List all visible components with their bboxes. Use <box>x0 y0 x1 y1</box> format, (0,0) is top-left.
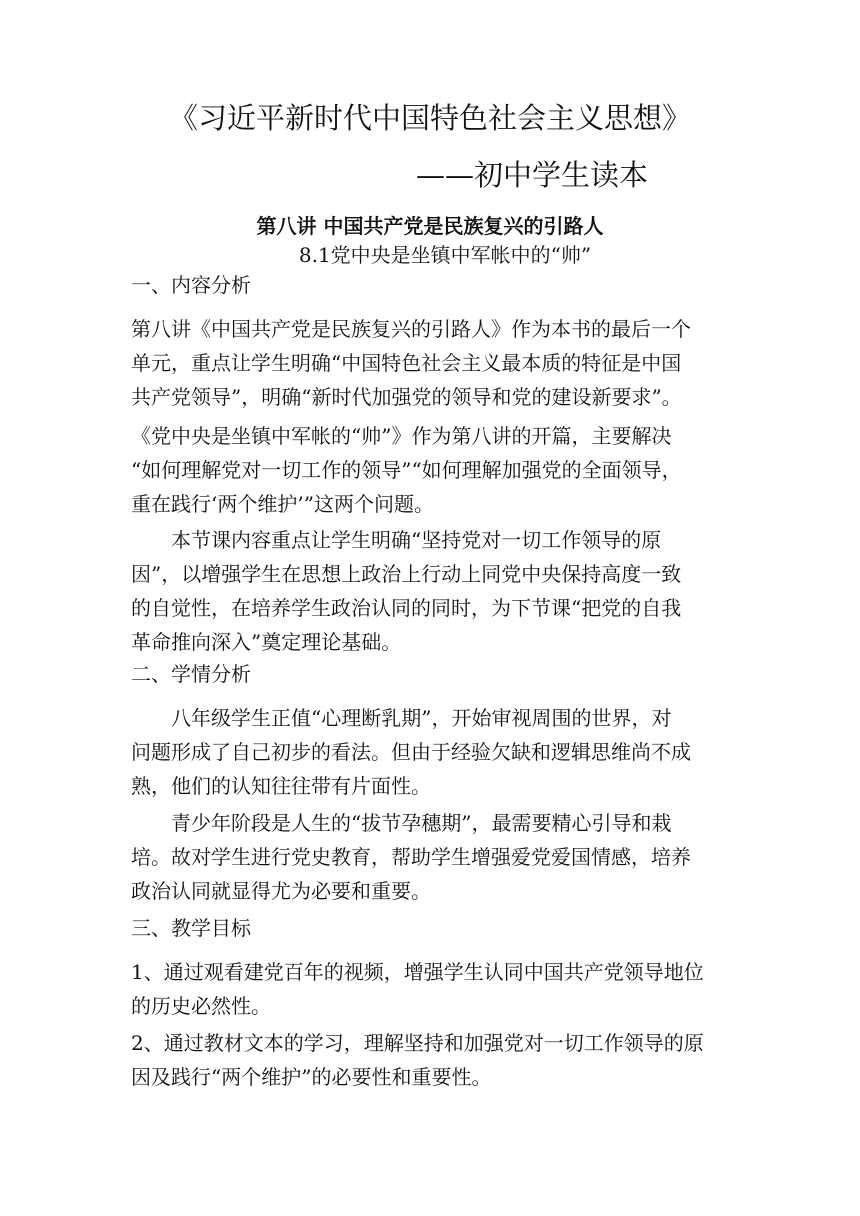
paragraph-line: 问题形成了自己初步的看法。但由于经验欠缺和逻辑思维尚不成 <box>131 740 691 764</box>
section-heading-content-analysis: 一、内容分析 <box>131 273 251 297</box>
paragraph-line: 1、通过观看建党百年的视频，增强学生认同中国共产党领导地位 <box>131 960 704 984</box>
paragraph-line: 培。故对学生进行党史教育，帮助学生增强爱党爱国情感，培养 <box>131 845 691 869</box>
paragraph-line: 共产党领导”，明确“新时代加强党的领导和党的建设新要求”。 <box>131 385 682 409</box>
paragraph-line: 的历史必然性。 <box>131 994 271 1018</box>
paragraph <box>131 955 729 1023</box>
section-title: 8.1党中央是坐镇中军帐中的“帅” <box>298 243 592 267</box>
paragraph-line: 的自觉性，在培养学生政治认同的同时，为下节课“把党的自我 <box>131 596 682 620</box>
section-heading-teaching-goals: 三、教学目标 <box>131 916 251 940</box>
paragraph-line: 政治认同就显得尤为必要和重要。 <box>131 879 431 903</box>
paragraph-line: 熟，他们的认知往往带有片面性。 <box>131 774 431 798</box>
paragraph-line: 因”，以增强学生在思想上政治上行动上同党中央保持高度一致 <box>131 562 682 586</box>
lecture-title: 第八讲 中国共产党是民族复兴的引路人 <box>256 214 604 238</box>
paragraph <box>131 1026 729 1094</box>
paragraph <box>131 419 729 521</box>
paragraph-line: 八年级学生正值“心理断乳期”，开始审视周围的世界，对 <box>171 706 672 730</box>
section-heading-student-analysis: 二、学情分析 <box>131 662 251 686</box>
paragraph-line: 因及践行“两个维护”的必要性和重要性。 <box>131 1065 492 1089</box>
paragraph-line: 单元，重点让学生明确“中国特色社会主义最本质的特征是中国 <box>131 351 682 375</box>
paragraph-line: 革命推向深入”奠定理论基础。 <box>131 630 402 654</box>
paragraph-line: 重在践行‘两个维护’”这两个问题。 <box>131 492 434 516</box>
paragraph <box>131 312 729 414</box>
document-title: 《习近平新时代中国特色社会主义思想》 <box>168 101 691 135</box>
paragraph-line: 《党中央是坐镇中军帐的“帅”》作为第八讲的开篇，主要解决 <box>131 424 672 448</box>
paragraph <box>131 701 729 803</box>
paragraph <box>131 806 729 908</box>
paragraph-line: 本节课内容重点让学生明确“坚持党对一切工作领导的原 <box>171 528 662 552</box>
paragraph-line: “如何理解党对一切工作的领导”“如何理解加强党的全面领导， <box>131 458 682 482</box>
paragraph <box>131 523 729 659</box>
document-subtitle: ——初中学生读本 <box>416 158 649 192</box>
paragraph-line: 第八讲《中国共产党是民族复兴的引路人》作为本书的最后一个 <box>131 317 691 341</box>
paragraph-line: 2、通过教材文本的学习，理解坚持和加强党对一切工作领导的原 <box>131 1031 704 1055</box>
paragraph-line: 青少年阶段是人生的“拔节孕穗期”，最需要精心引导和栽 <box>171 811 672 835</box>
